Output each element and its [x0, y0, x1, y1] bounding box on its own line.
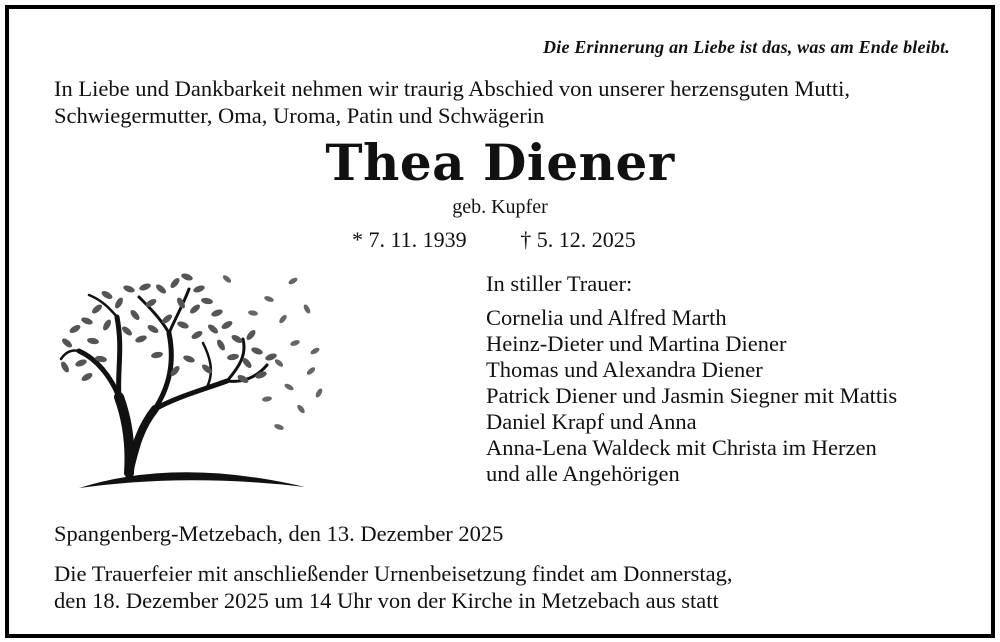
- mourners-list: [486, 271, 897, 487]
- intro-line-2: Schwiegermutter, Oma, Uroma, Patin und Schwägerin: [54, 103, 545, 128]
- obituary-notice: [5, 5, 995, 638]
- mourner-name: Cornelia und Alfred Marth: [486, 305, 727, 330]
- place-and-date: Spangenberg-Metzebach, den 13. Dezember 2025: [54, 521, 504, 546]
- maiden-name: geb. Kupfer: [452, 196, 548, 218]
- funeral-service-info: [54, 560, 733, 614]
- intro-line-1: In Liebe und Dankbarkeit nehmen wir traurig Abschied von unserer herzensguten Mutti,: [54, 76, 851, 101]
- mourner-name: Heinz-Dieter und Martina Diener: [486, 331, 787, 356]
- death-date: † 5. 12. 2025: [520, 227, 636, 252]
- life-dates: [352, 227, 636, 253]
- mourner-name: Anna-Lena Waldeck mit Christa im Herzen: [486, 435, 877, 460]
- mourners-heading: In stiller Trauer:: [486, 271, 633, 296]
- mourner-name: und alle Angehörigen: [486, 461, 680, 486]
- mourner-name: Daniel Krapf und Anna: [486, 409, 697, 434]
- deceased-name: Thea Diener: [325, 133, 675, 192]
- motto-quote: Die Erinnerung an Liebe ist das, was am Ende bleibt.: [543, 37, 950, 57]
- intro-text: [54, 75, 964, 129]
- service-line-2: den 18. Dezember 2025 um 14 Uhr von der Kirche in Metzebach aus statt: [54, 588, 719, 613]
- tree-with-falling-leaves-icon: [57, 259, 337, 499]
- service-line-1: Die Trauerfeier mit anschließender Urnenbeisetzung findet am Donnerstag,: [54, 561, 733, 586]
- mourner-name: Thomas und Alexandra Diener: [486, 357, 763, 382]
- mourner-name: Patrick Diener und Jasmin Siegner mit Mattis: [486, 383, 898, 408]
- birth-date: * 7. 11. 1939: [352, 227, 467, 252]
